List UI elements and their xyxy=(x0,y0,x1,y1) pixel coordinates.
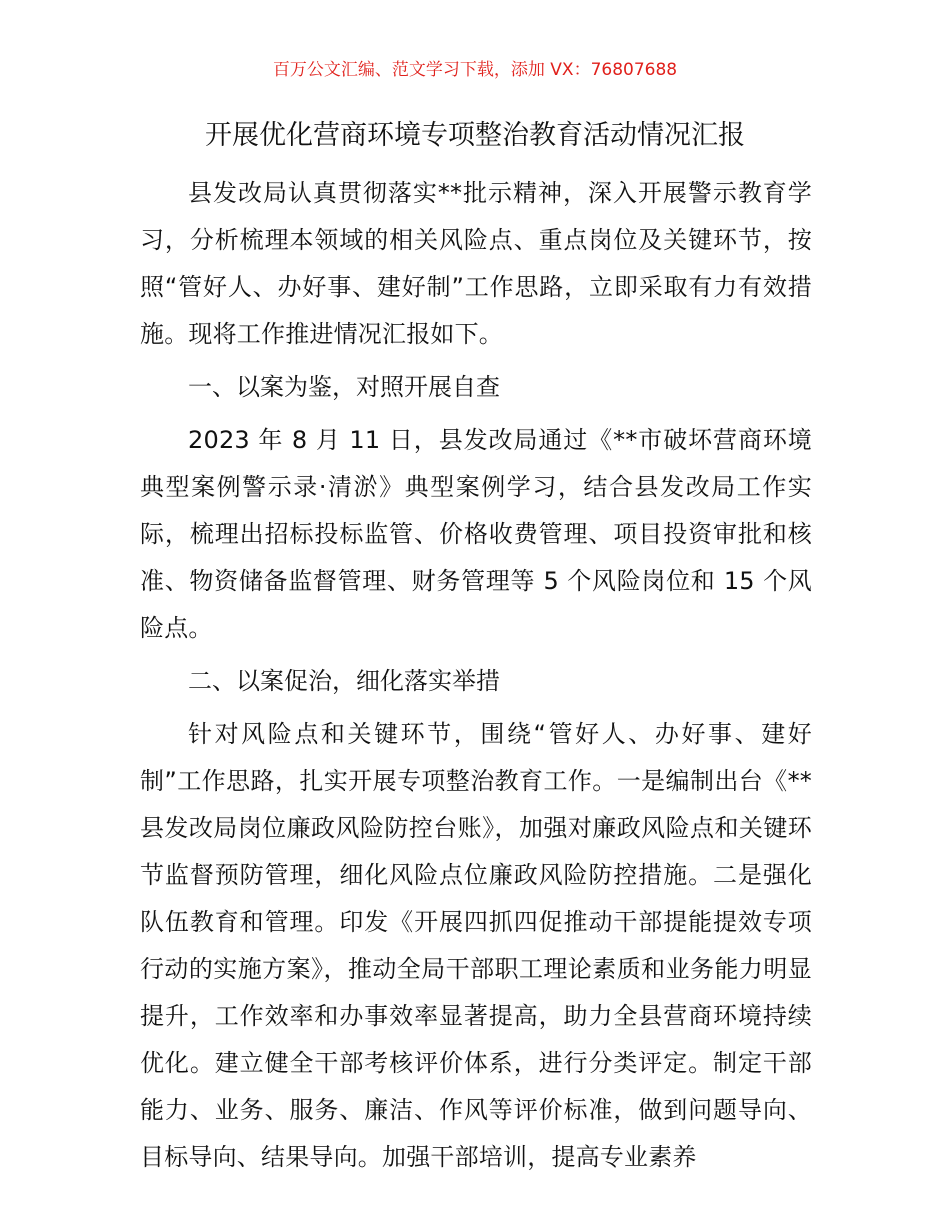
intro-paragraph: 县发改局认真贯彻落实**批示精神，深入开展警示教育学习，分析梳理本领域的相关风险点、重点岗位及关键环节，按照“管好人、办好事、建好制”工作思路，立即采取有力有效措施。现将工作推进情况汇报如下。 xyxy=(140,179,812,348)
section-heading-1: 一、以案为鉴，对照开展自查 xyxy=(188,373,500,401)
section-2-paragraph: 针对风险点和关键环节，围绕“管好人、办好事、建好制”工作思路，扎实开展专项整治教育工作。一是编制出台《**县发改局岗位廉政风险防控台账》，加强对廉政风险点和关键环节监督预防管理，细化风险点位廉政风险防控措施。二是强化队伍教育和管理。印发《开展四抓四促推动干部提能提效专项行动的实施方案》，推动全局干部职工理论素质和业务能力明显提升，工作效率和办事效率显著提高，助力全县营商环境持续优化。建立健全干部考核评价体系，进行分类评定。制定干部能力、业务、服务、廉洁、作风等评价标准，做到问题导向、目标导向、结果导向。加强干部培训，提高专业素养 xyxy=(140,720,812,1171)
section-heading-2: 二、以案促治，细化落实举措 xyxy=(188,667,500,695)
section-1-paragraph: 2023 年 8 月 11 日，县发改局通过《**市破坏营商环境典型案例警示录·清淤》典型案例学习，结合县发改局工作实际，梳理出招标投标监管、价格收费管理、项目投资审批和核准、物资储备监督管理、财务管理等 5 个风险岗位和 15 个风险点。 xyxy=(140,426,812,642)
watermark-banner: 百万公文汇编、范文学习下载，添加 VX：76807688 xyxy=(272,60,678,80)
document-title: 开展优化营商环境专项整治教育活动情况汇报 xyxy=(205,120,745,151)
document-body xyxy=(140,170,812,1187)
